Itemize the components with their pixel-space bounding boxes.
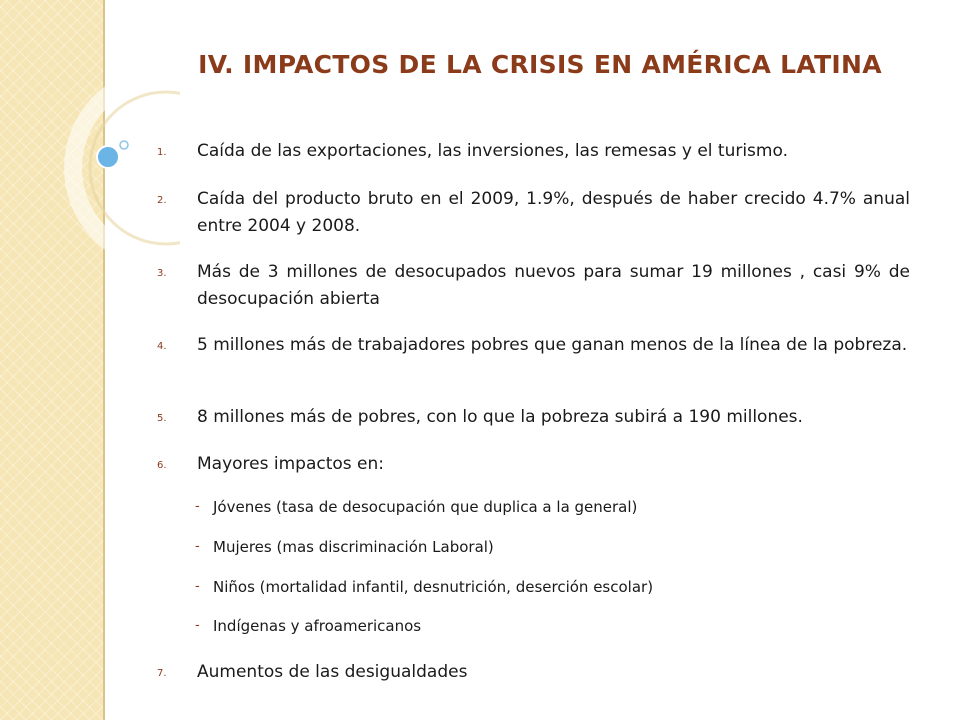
list-number: 6.: [157, 460, 167, 471]
sub-list-dash: -: [195, 618, 200, 633]
list-number: 5.: [157, 413, 167, 424]
list-item-text: Aumentos de las desigualdades: [197, 662, 468, 682]
sub-list-dash: -: [195, 579, 200, 594]
sub-list-item-text: Jóvenes (tasa de desocupación que duplica a la general): [213, 498, 638, 516]
list-item-text: Caída del producto bruto en el 2009, 1.9%, después de haber crecido 4.7% anual entre 2004 y 2008.: [197, 189, 910, 236]
list-number: 1.: [157, 147, 167, 158]
sub-list-item: [195, 536, 895, 558]
list-item-text: 5 millones más de trabajadores pobres que ganan menos de la línea de la pobreza.: [197, 335, 908, 355]
sub-list-item-text: Niños (mortalidad infantil, desnutrición, deserción escolar): [213, 578, 654, 596]
list-item: [157, 259, 910, 313]
list-item: [157, 138, 910, 165]
sub-list-item-text: Mujeres (mas discriminación Laboral): [213, 538, 494, 556]
sub-list-dash: -: [195, 539, 200, 554]
list-item: [157, 404, 910, 431]
list-number: 3.: [157, 268, 167, 279]
list-item-text: 8 millones más de pobres, con lo que la pobreza subirá a 190 millones.: [197, 407, 803, 427]
sub-list-dash: -: [195, 499, 200, 514]
sub-list-item-text: Indígenas y afroamericanos: [213, 617, 422, 635]
sub-list-item: [195, 496, 895, 518]
list-item: [157, 659, 910, 686]
list-item-text: Caída de las exportaciones, las inversiones, las remesas y el turismo.: [197, 141, 788, 161]
slide-title: IV. IMPACTOS DE LA CRISIS EN AMÉRICA LATINA: [198, 50, 882, 79]
list-number: 4.: [157, 341, 167, 352]
list-item: [157, 451, 910, 478]
sub-list-item: [195, 576, 895, 598]
sub-list-item: [195, 615, 895, 637]
list-number: 7.: [157, 668, 167, 679]
list-item-text: Más de 3 millones de desocupados nuevos para sumar 19 millones , casi 9% de desocupación abierta: [197, 262, 910, 309]
list-item: [157, 186, 910, 240]
list-item-text: Mayores impactos en:: [197, 454, 385, 474]
decorative-sidebar: [0, 0, 105, 720]
list-number: 2.: [157, 195, 167, 206]
list-item: [157, 332, 910, 359]
